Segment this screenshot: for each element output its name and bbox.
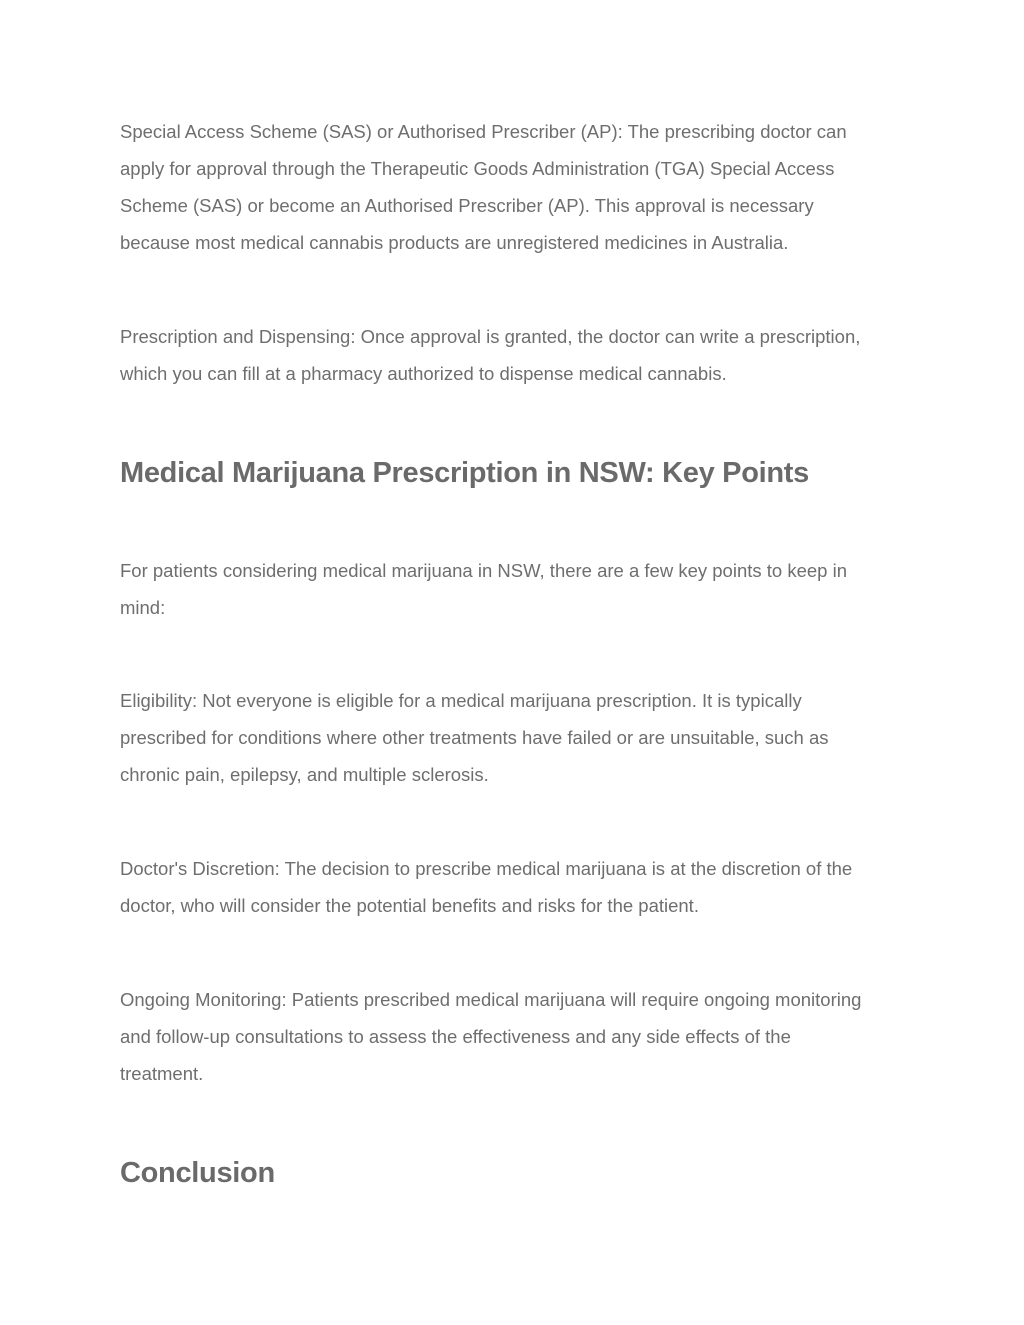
paragraph-prescription-dispensing: Prescription and Dispensing: Once approval is granted, the doctor can write a prescription, which you can fill at a pharmacy authorized to dispense medical cannabis. xyxy=(120,326,861,384)
paragraph-special-access-scheme: Special Access Scheme (SAS) or Authorised Prescriber (AP): The prescribing doctor can apply for approval through the Therapeutic Goods Administration (TGA) Special Access Scheme (SAS) or become an Authorised Prescriber (AP). This approval is necessary because most medical cannabis products are unregistered medicines in Australia. xyxy=(120,121,847,253)
paragraph-doctors-discretion: Doctor's Discretion: The decision to prescribe medical marijuana is at the discretion of the doctor, who will consider the potential benefits and risks for the patient. xyxy=(120,858,853,916)
paragraph-ongoing-monitoring: Ongoing Monitoring: Patients prescribed medical marijuana will require ongoing monitoring and follow-up consultations to assess the effectiveness and any side effects of the treatment. xyxy=(120,989,862,1084)
paragraph-intro: For patients considering medical marijuana in NSW, there are a few key points to keep in mind: xyxy=(120,560,848,618)
heading-key-points: Medical Marijuana Prescription in NSW: Key Points xyxy=(120,457,809,489)
paragraph-eligibility: Eligibility: Not everyone is eligible for a medical marijuana prescription. It is typically prescribed for conditions where other treatments have failed or are unsuitable, such as chronic pain, epilepsy, and multiple sclerosis. xyxy=(120,690,829,785)
heading-conclusion: Conclusion xyxy=(120,1157,275,1189)
